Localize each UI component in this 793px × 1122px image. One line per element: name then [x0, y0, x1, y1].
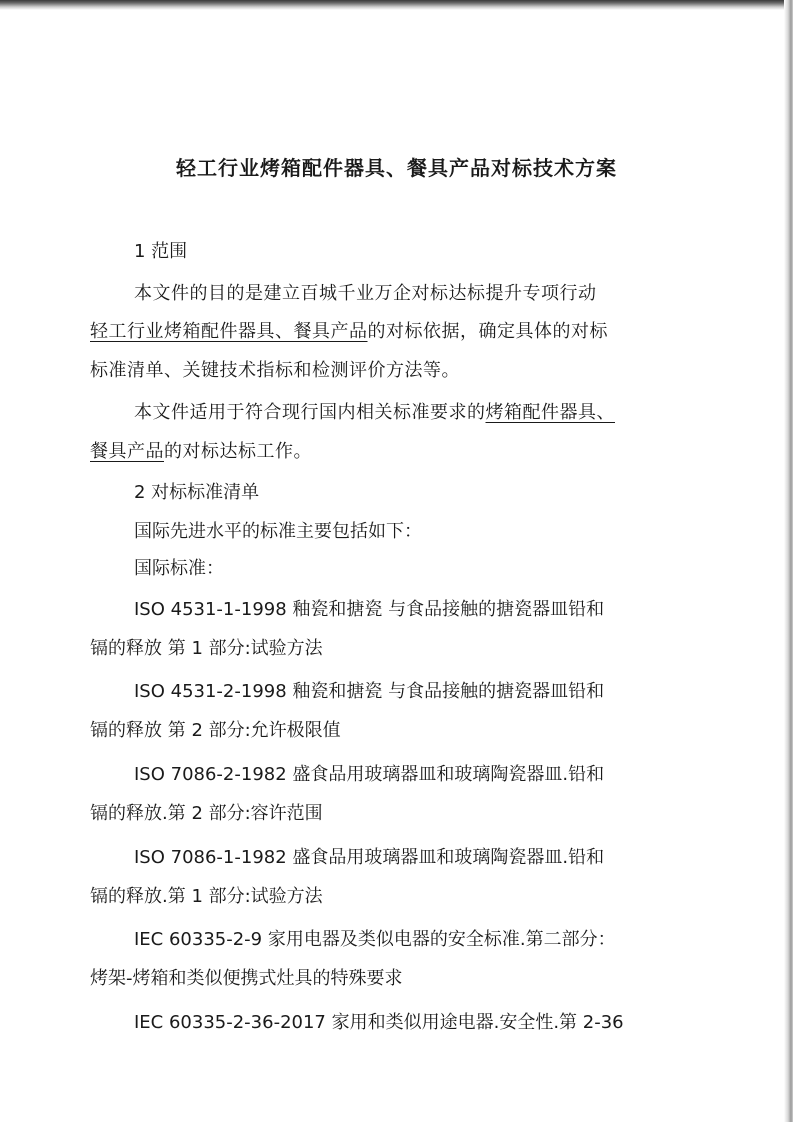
paragraph-line: [90, 440, 312, 464]
paragraph-line: [90, 320, 608, 344]
section-heading-standards: 2 对标标准清单: [134, 482, 260, 503]
standard-entry-line: 镉的释放 第 2 部分:允许极限值: [90, 720, 341, 741]
paragraph-text: 的对标依据，确定具体的对标: [367, 321, 608, 342]
underlined-product-name: 轻工行业烤箱配件器具、餐具产品: [90, 321, 368, 342]
standard-entry-line: 烤架-烤箱和类似便携式灶具的特殊要求: [90, 968, 403, 989]
standard-entry-line: 镉的释放.第 1 部分:试验方法: [90, 886, 323, 907]
standard-entry-line: IEC 60335-2-36-2017 家用和类似用途电器.安全性.第 2-36: [134, 1012, 624, 1033]
underlined-product-name: 餐具产品: [90, 441, 164, 462]
standard-entry-line: ISO 4531-1-1998 釉瓷和搪瓷 与食品接触的搪瓷器皿铅和: [134, 599, 605, 620]
scan-edge-top: [0, 0, 793, 10]
standard-entry-line: IEC 60335-2-9 家用电器及类似电器的安全标准.第二部分：: [134, 929, 616, 950]
document-title: 轻工行业烤箱配件器具、餐具产品对标技术方案: [176, 156, 617, 180]
standard-entry-line: ISO 4531-2-1998 釉瓷和搪瓷 与食品接触的搪瓷器皿铅和: [134, 681, 605, 702]
section-heading-scope: 1 范围: [134, 241, 188, 262]
paragraph-text: 本文件适用于符合现行国内相关标准要求的: [134, 402, 486, 423]
standard-entry-line: 镉的释放.第 2 部分:容许范围: [90, 803, 323, 824]
paragraph-line: 标准清单、关键技术指标和检测评价方法等。: [90, 360, 460, 381]
standard-entry-line: ISO 7086-1-1982 盛食品用玻璃器皿和玻璃陶瓷器皿.铅和: [134, 847, 605, 868]
paragraph-text: 的对标达标工作。: [164, 441, 312, 462]
paragraph-line: 国际标准：: [134, 558, 224, 579]
underlined-product-name: 烤箱配件器具、: [485, 402, 615, 423]
standard-entry-line: ISO 7086-2-1982 盛食品用玻璃器皿和玻璃陶瓷器皿.铅和: [134, 764, 605, 785]
paragraph-line: 国际先进水平的标准主要包括如下：: [134, 521, 422, 542]
paragraph-line: [134, 401, 615, 425]
paragraph-line: 本文件的目的是建立百城千业万企对标达标提升专项行动: [134, 283, 597, 304]
standard-entry-line: 镉的释放 第 1 部分:试验方法: [90, 638, 323, 659]
